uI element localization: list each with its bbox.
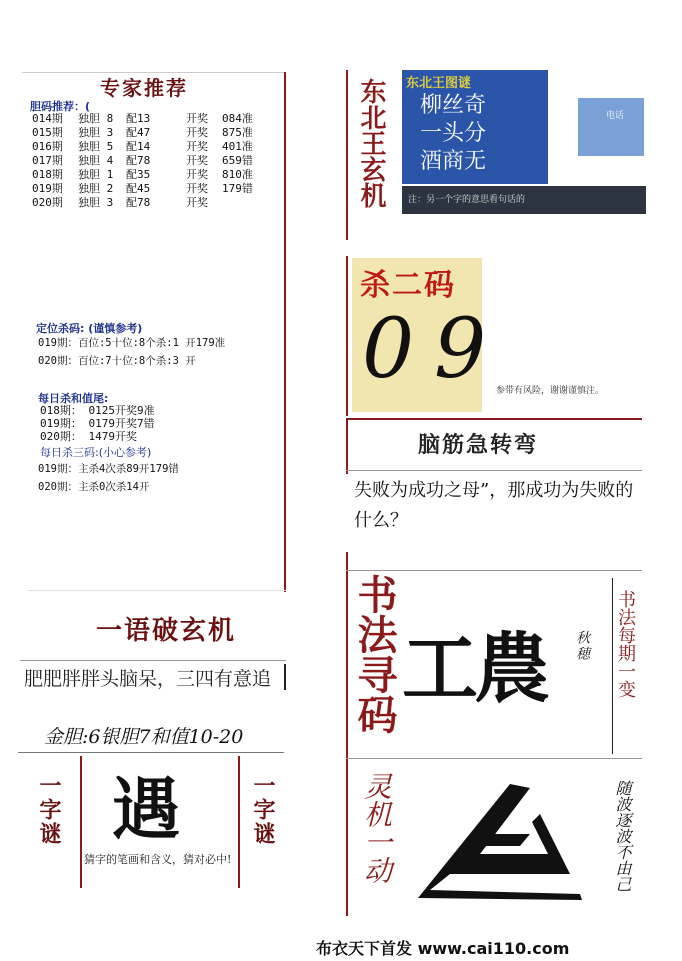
list-item: 019期：主杀4次杀89开179错 [38, 463, 179, 475]
db-image [402, 70, 548, 184]
zimi-hint: 猜字的笔画和含义，猜对必中! [84, 853, 232, 866]
divider [18, 752, 284, 753]
db-poem: 柳丝奇 一头分 酒商无 [420, 93, 487, 174]
sum-list [40, 404, 155, 443]
list-item: 018期： 0125开奖9准 [40, 404, 155, 417]
divider [28, 590, 286, 591]
zimi-side-left: 一字谜 [36, 774, 62, 846]
list-item: 020期：百位:7十位:8个杀:3 开 [38, 355, 196, 367]
zimi-side-right: 一字谜 [250, 774, 276, 846]
kill2-note: 参带有风险，谢谢谨慎注。 [496, 386, 605, 396]
expert-title: 专家推荐 [100, 76, 188, 100]
list-item: 019期：百位:5十位:8个杀:1 开179准 [38, 337, 226, 349]
dan-row: 018期 独胆 1 配35 开奖 810准 [32, 168, 253, 181]
dan-row: 017期 独胆 4 配78 开奖 659错 [32, 154, 253, 167]
dan-table [32, 112, 253, 210]
dan-row: 019期 独胆 2 配45 开奖 179错 [32, 182, 253, 195]
list-item: 020期： 1479开奖 [40, 430, 137, 443]
position-header: 定位杀码: (谨慎参考) [36, 322, 143, 335]
phone-image [548, 98, 644, 156]
kill2-title: 杀二码 [360, 268, 456, 303]
yiyu-title: 一语破玄机 [96, 616, 237, 646]
gold-line: 金胆:6银胆7和值10-20 [44, 726, 244, 748]
divider [346, 470, 642, 471]
divider [346, 418, 642, 420]
divider [346, 570, 642, 571]
shufa-side: 书法每期一变 [615, 590, 636, 698]
dan-row: 020期 独胆 3 配78 开奖 [32, 196, 208, 209]
divider [346, 70, 348, 240]
shufa-sig: 秋穂 [574, 630, 590, 662]
kill2-digit-0: 0 [362, 302, 415, 397]
divider [80, 756, 82, 888]
yiyu-text: 肥肥胖胖头脑呆，三四有意追 [24, 668, 272, 690]
kill3-list [38, 462, 179, 494]
divider [346, 552, 348, 916]
dan-row: 014期 独胆 8 配13 开奖 084准 [32, 112, 253, 125]
db-banner: 东北王图谜 [406, 76, 472, 91]
divider [20, 660, 286, 661]
kill2-digit-1: 9 [434, 302, 487, 397]
left-divider [284, 72, 286, 592]
sum-header: 每日杀和值尾: [38, 392, 109, 405]
dan-row: 016期 独胆 5 配14 开奖 401准 [32, 140, 253, 153]
shufa-title: 书法寻码 [351, 574, 398, 734]
footer-text: 布衣天下首发 www.cai110.com [316, 939, 570, 958]
divider [346, 758, 642, 759]
divider [346, 256, 348, 416]
lingji-right: 随波逐波不由己 [613, 780, 632, 892]
lingji-side: 灵机一动 [360, 772, 393, 884]
kill3-header: 每日杀三码:(小心参考) [40, 446, 152, 459]
db-caption: 注：另一个字的意思看句话的 [408, 195, 526, 205]
db-title: 东北王玄机 [356, 78, 386, 208]
zimi-char: 遇 [112, 770, 181, 850]
divider [284, 664, 286, 690]
brain-title: 脑筋急转弯 [418, 432, 539, 458]
divider [612, 578, 613, 754]
phone-label: 电话 [606, 111, 625, 121]
divider [238, 756, 240, 888]
dan-row: 015期 独胆 3 配47 开奖 875准 [32, 126, 253, 139]
list-item: 020期：主杀0次杀14开 [38, 481, 150, 493]
divider [346, 418, 348, 474]
db-caption-band [402, 186, 646, 214]
position-list [38, 336, 225, 368]
brain-text: 失败为成功之母”，那成功为失败的什么？ [354, 480, 634, 531]
dan-header: 胆码推荐：( [30, 100, 91, 113]
list-item: 019期： 0179开奖7错 [40, 417, 155, 430]
kill2-box [352, 258, 487, 412]
lingji-figure-icon [410, 774, 600, 904]
shufa-chars: 工農 [402, 624, 546, 713]
